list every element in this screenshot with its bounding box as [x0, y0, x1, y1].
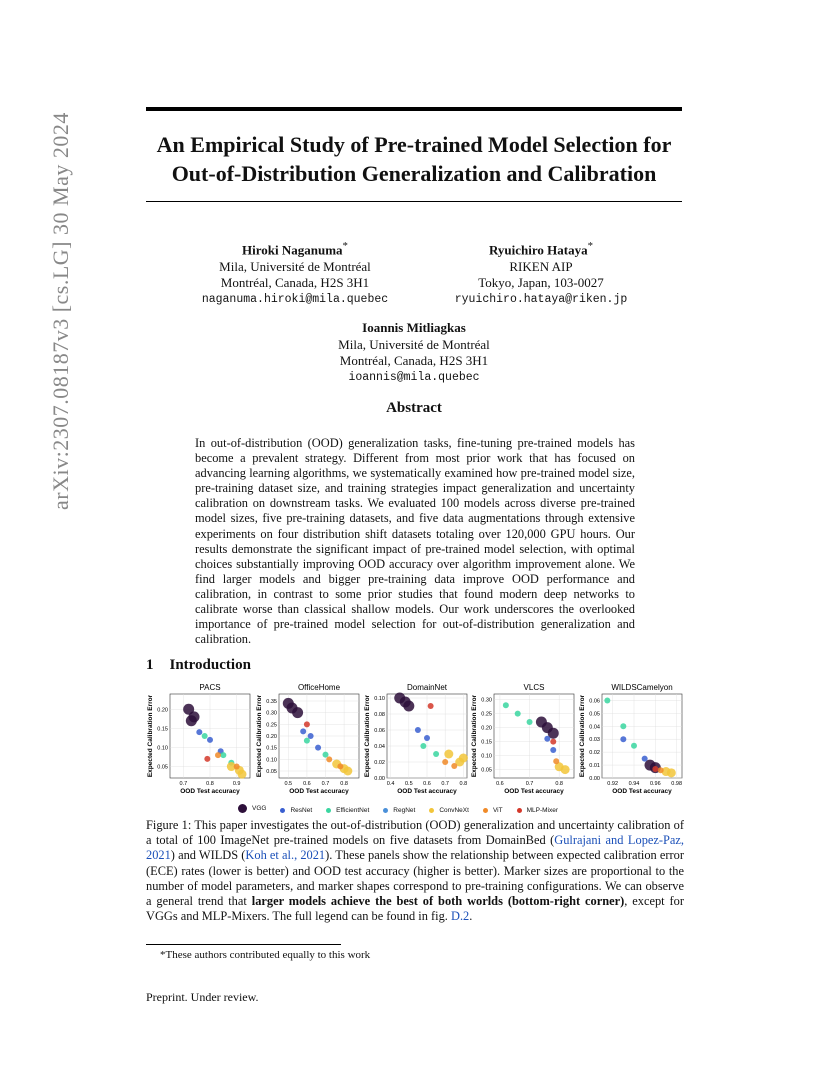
- author-email[interactable]: ryuichiro.hataya@riken.jp: [454, 292, 628, 306]
- y-tick-label: 0.00: [589, 776, 600, 782]
- chart-panel-domainnet: [363, 682, 471, 800]
- y-tick-label: 0.30: [266, 710, 277, 717]
- data-point-convnext: [238, 770, 247, 779]
- data-point-efficientnet: [433, 751, 439, 757]
- y-tick-label: 0.10: [266, 757, 277, 764]
- y-axis-label: Expected Calibration Error: [471, 694, 478, 778]
- x-tick-label: 0.92: [607, 781, 619, 787]
- data-point-vgg: [186, 715, 197, 726]
- chart-title: PACS: [199, 683, 221, 692]
- data-point-resnet: [207, 737, 213, 743]
- x-tick-label: 0.8: [206, 781, 214, 787]
- legend-item: [429, 807, 469, 814]
- data-point-mlp-mixer: [204, 756, 210, 762]
- legend-item: [517, 807, 558, 814]
- abstract-heading: Abstract: [386, 400, 442, 416]
- legend-item: [383, 807, 415, 814]
- title-line-2: Out-of-Distribution Generalization and Calibration: [171, 161, 657, 186]
- x-tick-label: 0.98: [671, 781, 683, 787]
- x-tick-label: 0.6: [496, 781, 504, 787]
- legend-marker: [429, 808, 434, 813]
- caption-text: .: [469, 909, 473, 924]
- chart-panel-vlcs: [470, 682, 578, 800]
- x-axis-label: OOD Test accuracy: [180, 788, 240, 795]
- chart-title: VLCS: [523, 683, 545, 692]
- author-name: Ioannis Mitliagkas: [362, 320, 466, 335]
- plot-frame: [602, 694, 682, 778]
- chart-title: OfficeHome: [297, 683, 341, 692]
- legend-item: [483, 807, 503, 814]
- y-tick-label: 0.10: [157, 745, 168, 752]
- preprint-note: Preprint. Under review.: [146, 990, 259, 1004]
- x-tick-label: 0.94: [628, 781, 640, 787]
- y-tick-label: 0.25: [266, 722, 277, 729]
- y-tick-label: 0.06: [374, 728, 385, 734]
- data-point-resnet: [544, 736, 550, 742]
- x-tick-label: 0.7: [525, 781, 534, 787]
- data-point-mlp-mixer: [428, 703, 434, 709]
- legend-marker: [238, 804, 247, 813]
- author-affiliation: Mila, Université de Montréal: [219, 258, 371, 274]
- chart-title: DomainNet: [406, 683, 448, 692]
- arxiv-sidebar: arXiv:2307.08187v3 [cs.LG] 30 May 2024: [48, 112, 73, 510]
- y-tick-label: 0.20: [266, 734, 277, 740]
- x-tick-label: 0.7: [179, 781, 188, 787]
- y-tick-label: 0.25: [481, 711, 492, 718]
- data-point-vit: [337, 763, 343, 769]
- author-affiliation: Mila, Université de Montréal: [338, 336, 490, 352]
- figure-caption: [146, 818, 684, 924]
- y-tick-label: 0.05: [157, 764, 168, 771]
- data-point-resnet: [308, 733, 314, 739]
- y-axis-label: Expected Calibration Error: [147, 694, 154, 778]
- section-heading: [146, 657, 251, 674]
- data-point-vit: [326, 756, 332, 762]
- legend-label: RegNet: [393, 807, 416, 814]
- x-axis-label: OOD Test accuracy: [612, 788, 672, 795]
- data-point-vit: [553, 758, 559, 764]
- legend-marker: [383, 808, 388, 813]
- top-rule: [146, 107, 682, 111]
- data-point-efficientnet: [304, 738, 310, 744]
- data-point-vit: [215, 752, 221, 758]
- data-point-vgg: [292, 707, 303, 718]
- author-name: Hiroki Naganuma: [242, 242, 343, 258]
- x-axis-label: OOD Test accuracy: [289, 788, 349, 795]
- data-point-vit: [658, 767, 664, 773]
- y-tick-label: 0.05: [266, 769, 277, 775]
- data-point-efficientnet: [323, 752, 329, 758]
- x-axis-label: OOD Test accuracy: [504, 788, 564, 795]
- chart-panel-officehome: [255, 682, 363, 800]
- y-tick-label: 0.10: [481, 753, 492, 760]
- y-tick-label: 0.15: [157, 726, 168, 733]
- y-tick-label: 0.08: [374, 712, 385, 718]
- y-tick-label: 0.15: [266, 745, 277, 752]
- section-number: 1: [146, 657, 154, 673]
- citation-link[interactable]: Gulrajani and Lopez-Paz, 2021: [146, 833, 684, 863]
- data-point-mlp-mixer: [550, 739, 556, 745]
- x-tick-label: 0.7: [441, 781, 450, 787]
- y-tick-label: 0.02: [374, 760, 385, 766]
- author-name: Ryuichiro Hataya: [488, 242, 588, 258]
- x-tick-label: 0.96: [649, 781, 661, 787]
- author-affiliation: RIKEN AIP: [509, 258, 573, 274]
- data-point-efficientnet: [202, 733, 208, 739]
- data-point-efficientnet: [503, 702, 509, 708]
- x-tick-label: 0.6: [423, 781, 431, 787]
- y-tick-label: 0.15: [481, 739, 492, 746]
- y-tick-label: 0.20: [157, 707, 168, 714]
- chart-title: WILDSCamelyon: [611, 683, 673, 692]
- x-tick-label: 0.4: [386, 781, 395, 787]
- y-tick-label: 0.05: [481, 767, 492, 774]
- caption-text: , except for VGGs and MLP-Mixers. The full legend can be found in fig.: [146, 894, 685, 924]
- data-point-efficientnet: [604, 697, 610, 703]
- y-tick-label: 0.03: [589, 737, 600, 744]
- data-point-vit: [234, 764, 240, 770]
- legend-label: MLP-Mixer: [526, 807, 558, 814]
- author-mark: *: [587, 240, 594, 252]
- y-tick-label: 0.04: [374, 744, 385, 750]
- data-point-resnet: [424, 735, 430, 741]
- author-address: Tokyo, Japan, 103-0027: [478, 275, 604, 291]
- caption-bold: larger models achieve the best of both worlds (bottom-right corner): [251, 894, 625, 909]
- x-tick-label: 0.5: [284, 781, 293, 787]
- x-axis-label: OOD Test accuracy: [397, 788, 457, 795]
- y-tick-label: 0.06: [589, 698, 600, 705]
- footnote-rule: [146, 944, 341, 945]
- caption-text: ). These panels show the relationship between expected calibration error (ECE) rates (lower is better) and OOD test accuracy (higher is better). Marker sizes are proportional to the number of model parameters, and marker shapes correspond to pre-training configurations. We can observe a general trend that: [146, 848, 684, 909]
- data-point-convnext: [561, 765, 570, 774]
- y-axis-label: Expected Calibration Error: [364, 694, 371, 778]
- y-tick-label: 0.35: [266, 699, 277, 705]
- data-point-vit: [442, 759, 448, 765]
- x-tick-label: 0.8: [555, 781, 564, 787]
- legend-marker: [280, 808, 285, 813]
- data-point-efficientnet: [220, 752, 226, 758]
- title-line-1: An Empirical Study of Pre-trained Model Selection for: [156, 132, 672, 157]
- y-tick-label: 0.20: [481, 725, 492, 732]
- data-point-mlp-mixer: [304, 721, 310, 727]
- author-address: Montréal, Canada, H2S 3H1: [220, 275, 370, 291]
- data-point-convnext: [667, 768, 676, 777]
- abstract-text: In out-of-distribution (OOD) generalization tasks, fine-tuning pre-trained models has become a prevalent strategy. Different from most prior work that has focused on advancing learning algorithms, we systematically examined how pre-trained model size, pre-training dataset size, and training strategies impact generalization and uncertainty calibration on downstream tasks. We evaluated 100 models across diverse pre-trained model sizes, five pre-training datasets, and five data augmentations through extensive experiments on four distribution shift datasets totaling over 120,000 GPU hours. Our results demonstrate the significant impact of pre-trained model selection, with optimal choices substantially improving OOD accuracy over algorithm improvement alone. We find larger models and bigger pre-training data improve OOD performance and calibration, in contrast to some prior studies that found modern deep networks to calibrate worse than classical shallow models. Our work underscores the overlooked importance of pre-trained model selection for out-of-distribution generalization and calibration.: [195, 436, 635, 647]
- data-point-efficientnet: [527, 719, 533, 725]
- y-tick-label: 0.01: [589, 763, 600, 770]
- title-rule: [146, 201, 682, 202]
- figure-legend: [238, 804, 572, 815]
- data-point-efficientnet: [620, 723, 626, 729]
- data-point-convnext: [444, 750, 453, 759]
- y-axis-label: Expected Calibration Error: [256, 694, 263, 778]
- legend-item: [326, 807, 369, 814]
- x-tick-label: 0.6: [303, 781, 311, 787]
- data-point-mlp-mixer: [652, 766, 658, 772]
- legend-marker: [483, 808, 488, 813]
- x-tick-label: 0.8: [459, 781, 468, 787]
- y-axis-label: Expected Calibration Error: [579, 694, 586, 778]
- author-email[interactable]: naganuma.hiroki@mila.quebec: [201, 292, 389, 306]
- author-block-2: [432, 238, 650, 308]
- legend-marker: [517, 808, 522, 813]
- x-tick-label: 0.7: [321, 781, 330, 787]
- data-point-efficientnet: [631, 743, 637, 749]
- y-tick-label: 0.30: [481, 697, 492, 704]
- footnote: *These authors contributed equally to this work: [160, 949, 371, 961]
- data-point-vgg: [403, 701, 414, 712]
- paper-title: [120, 130, 708, 188]
- legend-item: [238, 804, 266, 813]
- author-block-3: [314, 320, 514, 386]
- section-title: Introduction: [169, 657, 251, 673]
- citation-link[interactable]: Koh et al., 2021: [245, 848, 326, 863]
- data-point-efficientnet: [420, 743, 426, 749]
- y-tick-label: 0.04: [589, 724, 600, 731]
- abstract-body: [195, 436, 635, 647]
- legend-label: ViT: [492, 807, 503, 814]
- legend-label: VGG: [252, 805, 267, 812]
- y-tick-label: 0.02: [589, 750, 600, 757]
- caption-text: ) and WILDS (: [170, 848, 246, 863]
- data-point-vit: [451, 763, 457, 769]
- y-tick-label: 0.05: [589, 711, 600, 718]
- chart-panel-wildscamelyon: [578, 682, 686, 800]
- data-point-efficientnet: [515, 711, 521, 717]
- x-tick-label: 0.8: [340, 781, 348, 787]
- legend-label: ResNet: [290, 807, 313, 814]
- data-point-convnext: [343, 767, 352, 776]
- chart-panel-pacs: [146, 682, 254, 800]
- author-mark: *: [342, 240, 348, 252]
- data-point-resnet: [196, 729, 202, 735]
- data-point-convnext: [459, 754, 468, 763]
- data-point-resnet: [315, 745, 321, 751]
- caption-text: Figure 1: This paper investigates the out-of-distribution (OOD) generalization and uncertainty calibration of a total of 100 ImageNet pre-trained models on five datasets from DomainBed (: [146, 818, 684, 848]
- legend-label: EfficientNet: [336, 807, 370, 814]
- legend-marker: [326, 808, 331, 813]
- legend-item: [280, 807, 312, 814]
- x-tick-label: 0.9: [232, 781, 241, 787]
- data-point-resnet: [620, 736, 626, 742]
- author-email[interactable]: ioannis@mila.quebec: [348, 370, 480, 384]
- data-point-resnet: [550, 747, 556, 753]
- legend-label: ConvNeXt: [439, 807, 469, 814]
- data-point-resnet: [415, 727, 421, 733]
- author-address: Montréal, Canada, H2S 3H1: [339, 353, 489, 368]
- data-point-resnet: [300, 728, 306, 734]
- x-tick-label: 0.5: [404, 781, 413, 787]
- y-tick-label: 0.10: [374, 696, 385, 702]
- author-block-1: [195, 238, 395, 308]
- figure-ref-link[interactable]: D.2: [451, 909, 470, 924]
- y-tick-label: 0.00: [374, 776, 385, 782]
- data-point-resnet: [642, 756, 648, 762]
